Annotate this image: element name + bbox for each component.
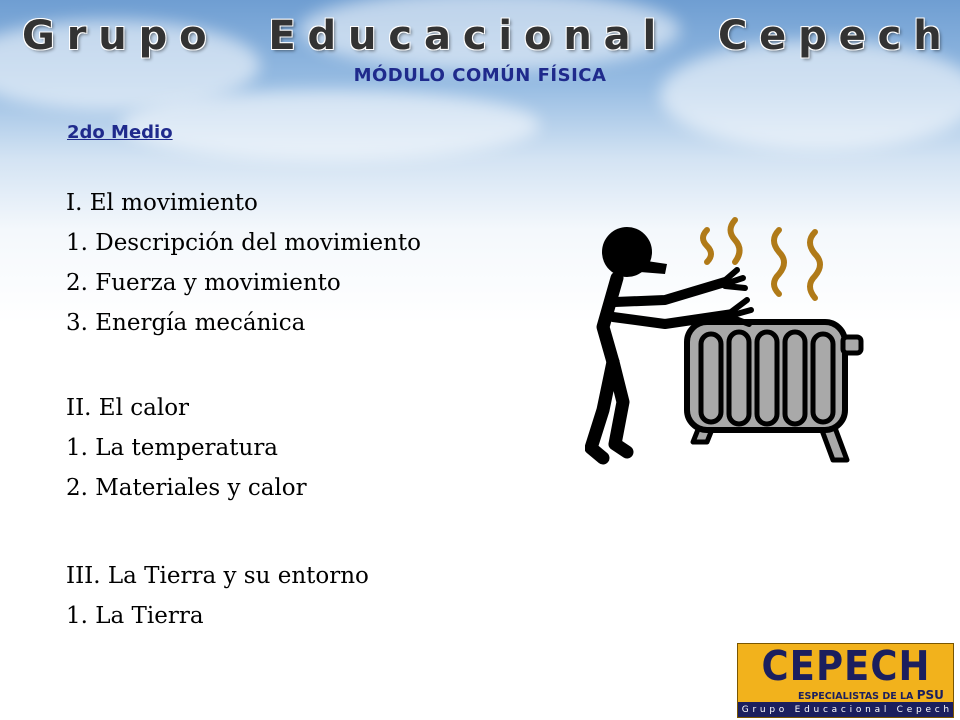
logo-bar-letter: o [778,704,785,715]
section-heat [66,388,307,508]
section-movement [66,183,421,343]
logo-bar-letter: l [883,704,887,715]
banner-letter: c [462,13,487,59]
logo-bar [738,702,953,717]
banner-letter: u [348,13,377,59]
grade-label: 2do Medio [67,122,173,143]
logo-bar-letter: e [925,704,931,715]
banner-letter: a [603,13,631,59]
logo-wordmark: CEPECH [761,642,931,691]
logo-bar-letter: a [874,704,881,715]
logo-bar-letter: c [822,704,828,715]
banner-letter: n [563,13,592,59]
banner-letter: G [22,13,55,59]
logo-bar-letter: p [915,704,922,715]
banner-letter: r [66,13,87,59]
section-item: 1. La Tierra [66,603,204,629]
banner-letter: E [268,13,296,59]
logo-bar-letter: r [752,704,757,715]
logo-bar-letter: p [769,704,776,715]
banner-letter: u [98,13,127,59]
logo-bar-letter: a [831,704,838,715]
section-heading: I. El movimiento [66,190,258,216]
banner-letter: o [179,13,207,59]
logo-tagline: ESPECIALISTAS DE LA PSU [798,688,944,702]
logo-bar-letter: c [840,704,846,715]
banner-letter: c [877,13,902,59]
banner-letter: h [913,13,942,59]
cepech-logo [737,643,954,718]
banner-letter: i [498,13,513,59]
logo-bar-letter: o [855,704,862,715]
section-item: 1. Descripción del movimiento [66,230,421,256]
section-item: 3. Energía mecánica [66,310,306,336]
logo-bar-letter: u [759,704,766,715]
logo-bar-letter: h [943,704,950,715]
section-heading: III. La Tierra y su entorno [66,563,369,589]
banner-letter: e [759,13,787,59]
logo-bar-letter [890,705,893,715]
logo-bar-letter [788,705,791,715]
banner-letter: C [717,13,748,59]
logo-bar-letter: d [804,704,810,715]
banner-letter: p [138,13,168,59]
logo-bar-letter: G [741,704,749,715]
section-item: 1. La temperatura [66,435,279,461]
logo-bar-letter: c [934,704,940,715]
sky-cloud [120,90,540,160]
logo-bar-letter: i [849,704,853,715]
logo-bar-letter: u [813,704,820,715]
person-warming-hands-at-heater-icon [585,212,885,472]
section-item: 2. Fuerza y movimiento [66,270,341,296]
logo-bar-letter: C [896,704,903,715]
banner-letter: c [388,13,413,59]
banner-letter: p [798,13,827,59]
section-earth [66,556,369,636]
logo-bar-letter: E [794,704,801,715]
logo-bar-letter: e [906,704,913,715]
banner-title [22,8,942,64]
section-heading: II. El calor [66,395,190,421]
module-title: MÓDULO COMÚN FÍSICA [353,65,607,86]
banner-letter: d [307,13,337,59]
banner-letter: o [523,13,552,59]
banner-letter: e [838,13,866,59]
banner-letter: l [642,13,657,59]
logo-bar-letter: n [865,704,871,715]
banner-letter: a [423,13,451,59]
section-item: 2. Materiales y calor [66,475,307,501]
